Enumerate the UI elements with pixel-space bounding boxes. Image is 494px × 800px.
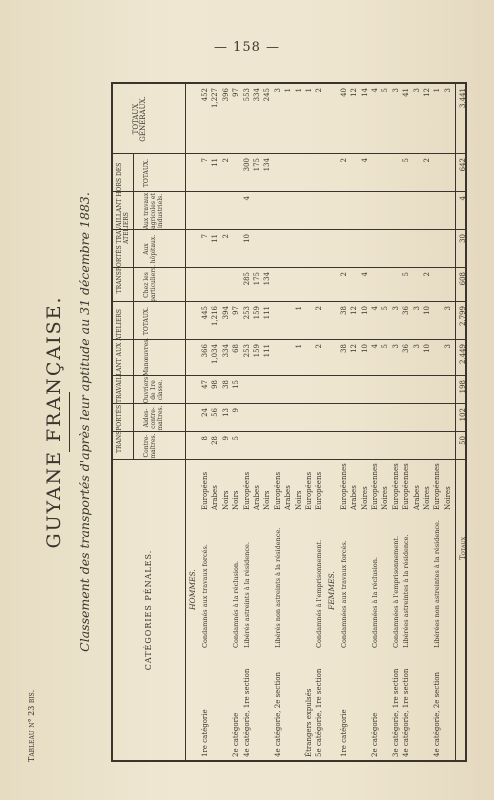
table-row: [221, 84, 231, 760]
row-value: 5: [381, 306, 390, 311]
table-row: [339, 84, 349, 760]
total-value: 4: [459, 196, 468, 201]
row-value: 3: [273, 88, 282, 93]
total-value: 198: [459, 380, 468, 394]
row-value: 38: [339, 306, 348, 315]
total-value: 102: [459, 408, 468, 422]
row-value: 175: [253, 158, 261, 172]
row-value: 7: [201, 158, 209, 163]
row-origin: Européennes: [339, 463, 348, 510]
row-category: 5e catégorie, 1re section: [315, 668, 324, 757]
row-value: 4: [371, 344, 379, 349]
row-origin: Européennes: [433, 463, 442, 510]
row-value: 68: [232, 344, 241, 353]
row-value: 3: [412, 88, 421, 93]
row-value: 3: [391, 306, 400, 311]
table-row: [391, 84, 401, 760]
row-value: 5: [232, 436, 241, 441]
row-value: 10: [423, 306, 431, 315]
row-origin: Européens: [305, 471, 313, 510]
row-value: 2: [315, 306, 324, 311]
row-value: 396: [221, 88, 230, 102]
section-femmes: FEMMES.: [326, 571, 336, 610]
row-subcategory: Libérés astreints à la résidence.: [242, 542, 251, 648]
row-value: 159: [253, 344, 261, 358]
row-value: 1: [294, 306, 303, 311]
row-value: 40: [339, 88, 348, 97]
table-row: [200, 84, 210, 760]
rotated-table-page: [27, 62, 475, 782]
row-origin: Arabes: [350, 485, 359, 510]
row-value: 28: [211, 436, 220, 445]
row-value: 134: [263, 272, 272, 286]
table-row: [360, 84, 370, 760]
row-value: 2: [339, 158, 348, 163]
row-value: 56: [211, 408, 220, 417]
group-rule: [133, 154, 134, 460]
table-row: [412, 84, 422, 760]
total-value: 608: [459, 272, 468, 286]
row-category: 4e catégorie, 1re section: [402, 668, 411, 757]
total-value: 3,441: [459, 88, 468, 109]
column-header: Contre-maîtres.: [143, 433, 157, 459]
row-value: 3: [391, 344, 400, 349]
header-total-general: TOTAUX GÉNÉRAUX.: [132, 96, 147, 142]
row-value: 2: [315, 88, 324, 93]
column-header: Manœuvres.: [143, 337, 150, 376]
row-value: 5: [381, 344, 390, 349]
totals-rule: [455, 84, 456, 760]
row-value: 12: [350, 88, 359, 97]
row-value: 3: [443, 344, 452, 349]
row-origin: Européennes: [371, 463, 379, 510]
colony-title: GUYANE FRANÇAISE.: [43, 295, 65, 549]
row-origin: Noirs: [294, 490, 303, 510]
column-header: Aux hôpitaux.: [143, 234, 157, 264]
row-value: 111: [263, 306, 272, 320]
row-value: 452: [201, 88, 209, 102]
row-category: 4e catégorie, 2e section: [433, 672, 442, 757]
table-row: [262, 84, 272, 760]
row-category: 1re catégorie: [201, 709, 209, 757]
row-value: 8: [201, 436, 209, 441]
group-header-outside: TRANSPORTÉS TRAVAILLANT HORS DES ATELIERS: [116, 162, 130, 294]
column-header: TOTAUX.: [143, 306, 150, 336]
row-value: 2: [221, 234, 230, 239]
row-value: 2: [339, 272, 348, 277]
group-header-workshops: TRANSPORTÉS TRAVAILLANT AUX ATELIERS: [116, 309, 123, 453]
row-value: 253: [242, 344, 251, 358]
row-value: 10: [423, 344, 431, 353]
row-value: 38: [221, 380, 230, 389]
row-value: 4: [371, 88, 379, 93]
row-value: 394: [221, 306, 230, 320]
row-value: 5: [381, 88, 390, 93]
row-value: 1: [294, 88, 303, 93]
page-number: — 158 —: [213, 40, 281, 55]
row-value: 24: [201, 408, 209, 417]
header-categories: CATÉGORIES PÉNALES.: [144, 549, 153, 671]
row-value: 1: [433, 88, 442, 93]
table-row: [401, 84, 411, 760]
table-row: [314, 84, 324, 760]
row-origin: Européens: [242, 471, 251, 510]
table-row: [370, 84, 380, 760]
row-value: 9: [232, 408, 241, 413]
row-value: 15: [232, 380, 241, 389]
row-value: 5: [402, 158, 411, 163]
row-value: 3: [443, 306, 452, 311]
row-category: 2e catégorie: [371, 712, 379, 757]
row-subcategory: Libérés non astreints à la résidence.: [273, 527, 282, 648]
row-value: 47: [201, 380, 209, 389]
total-value: 30: [459, 234, 468, 243]
row-value: 1,227: [211, 88, 220, 109]
table-row: [380, 84, 390, 760]
row-value: 41: [402, 88, 411, 97]
row-value: 7: [201, 234, 209, 239]
row-value: 334: [253, 88, 261, 102]
row-value: 2: [315, 344, 324, 349]
row-value: 1,034: [211, 344, 220, 365]
row-value: 3: [443, 88, 452, 93]
row-value: 10: [360, 344, 369, 353]
row-value: 253: [242, 306, 251, 320]
row-value: 2: [221, 158, 230, 163]
row-category: 1re catégorie: [339, 709, 348, 757]
table-row: [432, 84, 442, 760]
row-origin: Européens: [315, 471, 324, 510]
column-header: Aides-contre-maîtres.: [143, 405, 164, 431]
row-subcategory: Condamnées à l'emprisonnement.: [391, 535, 400, 648]
row-subcategory: Condamnées aux travaux forcés.: [339, 540, 348, 648]
row-value: 134: [263, 158, 272, 172]
title-rule: [69, 392, 70, 452]
row-origin: Noires: [360, 486, 369, 510]
table-row: [283, 84, 293, 760]
row-value: 245: [263, 88, 272, 102]
total-value: 50: [459, 436, 468, 445]
table-row: [273, 84, 283, 760]
row-subcategory: Condamnés aux travaux forcés.: [201, 544, 209, 648]
row-subcategory: Condamnés à la réclusion.: [232, 560, 241, 648]
row-origin: Arabes: [284, 485, 293, 510]
row-value: 3: [412, 344, 421, 349]
row-subcategory: Libérées non astreintes à la résidence.: [433, 520, 442, 648]
row-value: 4: [360, 158, 369, 163]
row-subcategory: Condamnés à l'emprisonnement.: [315, 539, 324, 648]
row-value: 36: [402, 306, 411, 315]
row-origin: Arabes: [211, 485, 220, 510]
row-subcategory: Condamnées à la réclusion.: [371, 557, 379, 648]
row-value: 4: [242, 196, 251, 201]
column-header: TOTAUX.: [143, 158, 150, 188]
row-origin: Européennes: [402, 463, 411, 510]
totals-label: Totaux: [459, 536, 468, 560]
table-row: [443, 84, 453, 760]
row-origin: Arabes: [412, 485, 421, 510]
row-value: 14: [360, 88, 369, 97]
row-value: 12: [350, 344, 359, 353]
section-hommes: HOMMES.: [188, 569, 197, 610]
row-value: 285: [242, 272, 251, 286]
row-origin: Noires: [423, 486, 431, 510]
row-value: 13: [221, 408, 230, 417]
row-value: 2: [423, 272, 431, 277]
row-value: 12: [423, 88, 431, 97]
classification-table: [111, 82, 467, 762]
row-category: 4e catégorie, 1re section: [242, 668, 251, 757]
row-value: 10: [242, 234, 251, 243]
tableau-label: Tableau n° 23 bis.: [27, 689, 36, 762]
row-origin: Noires: [381, 486, 390, 510]
row-origin: Européennes: [391, 463, 400, 510]
row-value: 159: [253, 306, 261, 320]
table-row: [210, 84, 220, 760]
table-row: [422, 84, 432, 760]
row-category: 2e catégorie: [232, 712, 241, 757]
row-value: 366: [201, 344, 209, 358]
row-value: 111: [263, 344, 272, 358]
row-value: 3: [412, 306, 421, 311]
row-value: 1: [284, 88, 293, 93]
row-value: 334: [221, 344, 230, 358]
row-value: 4: [360, 272, 369, 277]
row-value: 38: [339, 344, 348, 353]
row-value: 11: [211, 158, 220, 167]
table-row: [242, 84, 252, 760]
row-subcategory: Libérées astreintes à la résidence.: [402, 534, 411, 648]
row-value: 9: [221, 436, 230, 441]
row-category: Étrangers expulsés: [305, 688, 313, 757]
totals-row: [458, 84, 468, 760]
table-row: [294, 84, 304, 760]
table-row: [304, 84, 314, 760]
row-value: 97: [232, 306, 241, 315]
column-header: Chez les particuliers.: [143, 264, 157, 302]
row-value: 1: [305, 88, 313, 93]
row-value: 5: [402, 272, 411, 277]
row-value: 3: [391, 88, 400, 93]
row-value: 11: [211, 234, 220, 243]
row-value: 300: [242, 158, 251, 172]
table-row: [252, 84, 262, 760]
row-category: 4e catégorie, 2e section: [273, 672, 282, 757]
total-value: 2,799: [459, 306, 468, 327]
total-value: 642: [459, 158, 468, 172]
row-value: 1: [294, 344, 303, 349]
row-value: 98: [211, 380, 220, 389]
row-origin: Européens: [201, 471, 209, 510]
row-category: 3e catégorie, 1re section: [391, 668, 400, 757]
row-value: 97: [232, 88, 241, 97]
row-value: 175: [253, 272, 261, 286]
row-origin: Noirs: [263, 490, 272, 510]
table-row: [231, 84, 241, 760]
column-header: Ouvriers de 1re classe.: [143, 376, 164, 404]
row-value: 553: [242, 88, 251, 102]
row-origin: Arabes: [253, 485, 261, 510]
row-value: 12: [350, 306, 359, 315]
row-value: 2: [423, 158, 431, 163]
row-value: 1,216: [211, 306, 220, 327]
row-value: 10: [360, 306, 369, 315]
table-row: [349, 84, 359, 760]
row-origin: Noirs: [232, 490, 241, 510]
row-origin: Noirs: [221, 490, 230, 510]
row-value: 4: [371, 306, 379, 311]
row-value: 445: [201, 306, 209, 320]
total-value: 2,449: [459, 344, 468, 365]
row-origin: Noires: [443, 486, 452, 510]
row-origin: Européens: [273, 471, 282, 510]
header-rule: [185, 84, 186, 760]
row-value: 36: [402, 344, 411, 353]
table-subtitle: Classement des transportés d'après leur aptitude au 31 décembre 1883.: [77, 192, 92, 652]
column-header: Aux travaux agricoles et industriels.: [143, 192, 164, 230]
